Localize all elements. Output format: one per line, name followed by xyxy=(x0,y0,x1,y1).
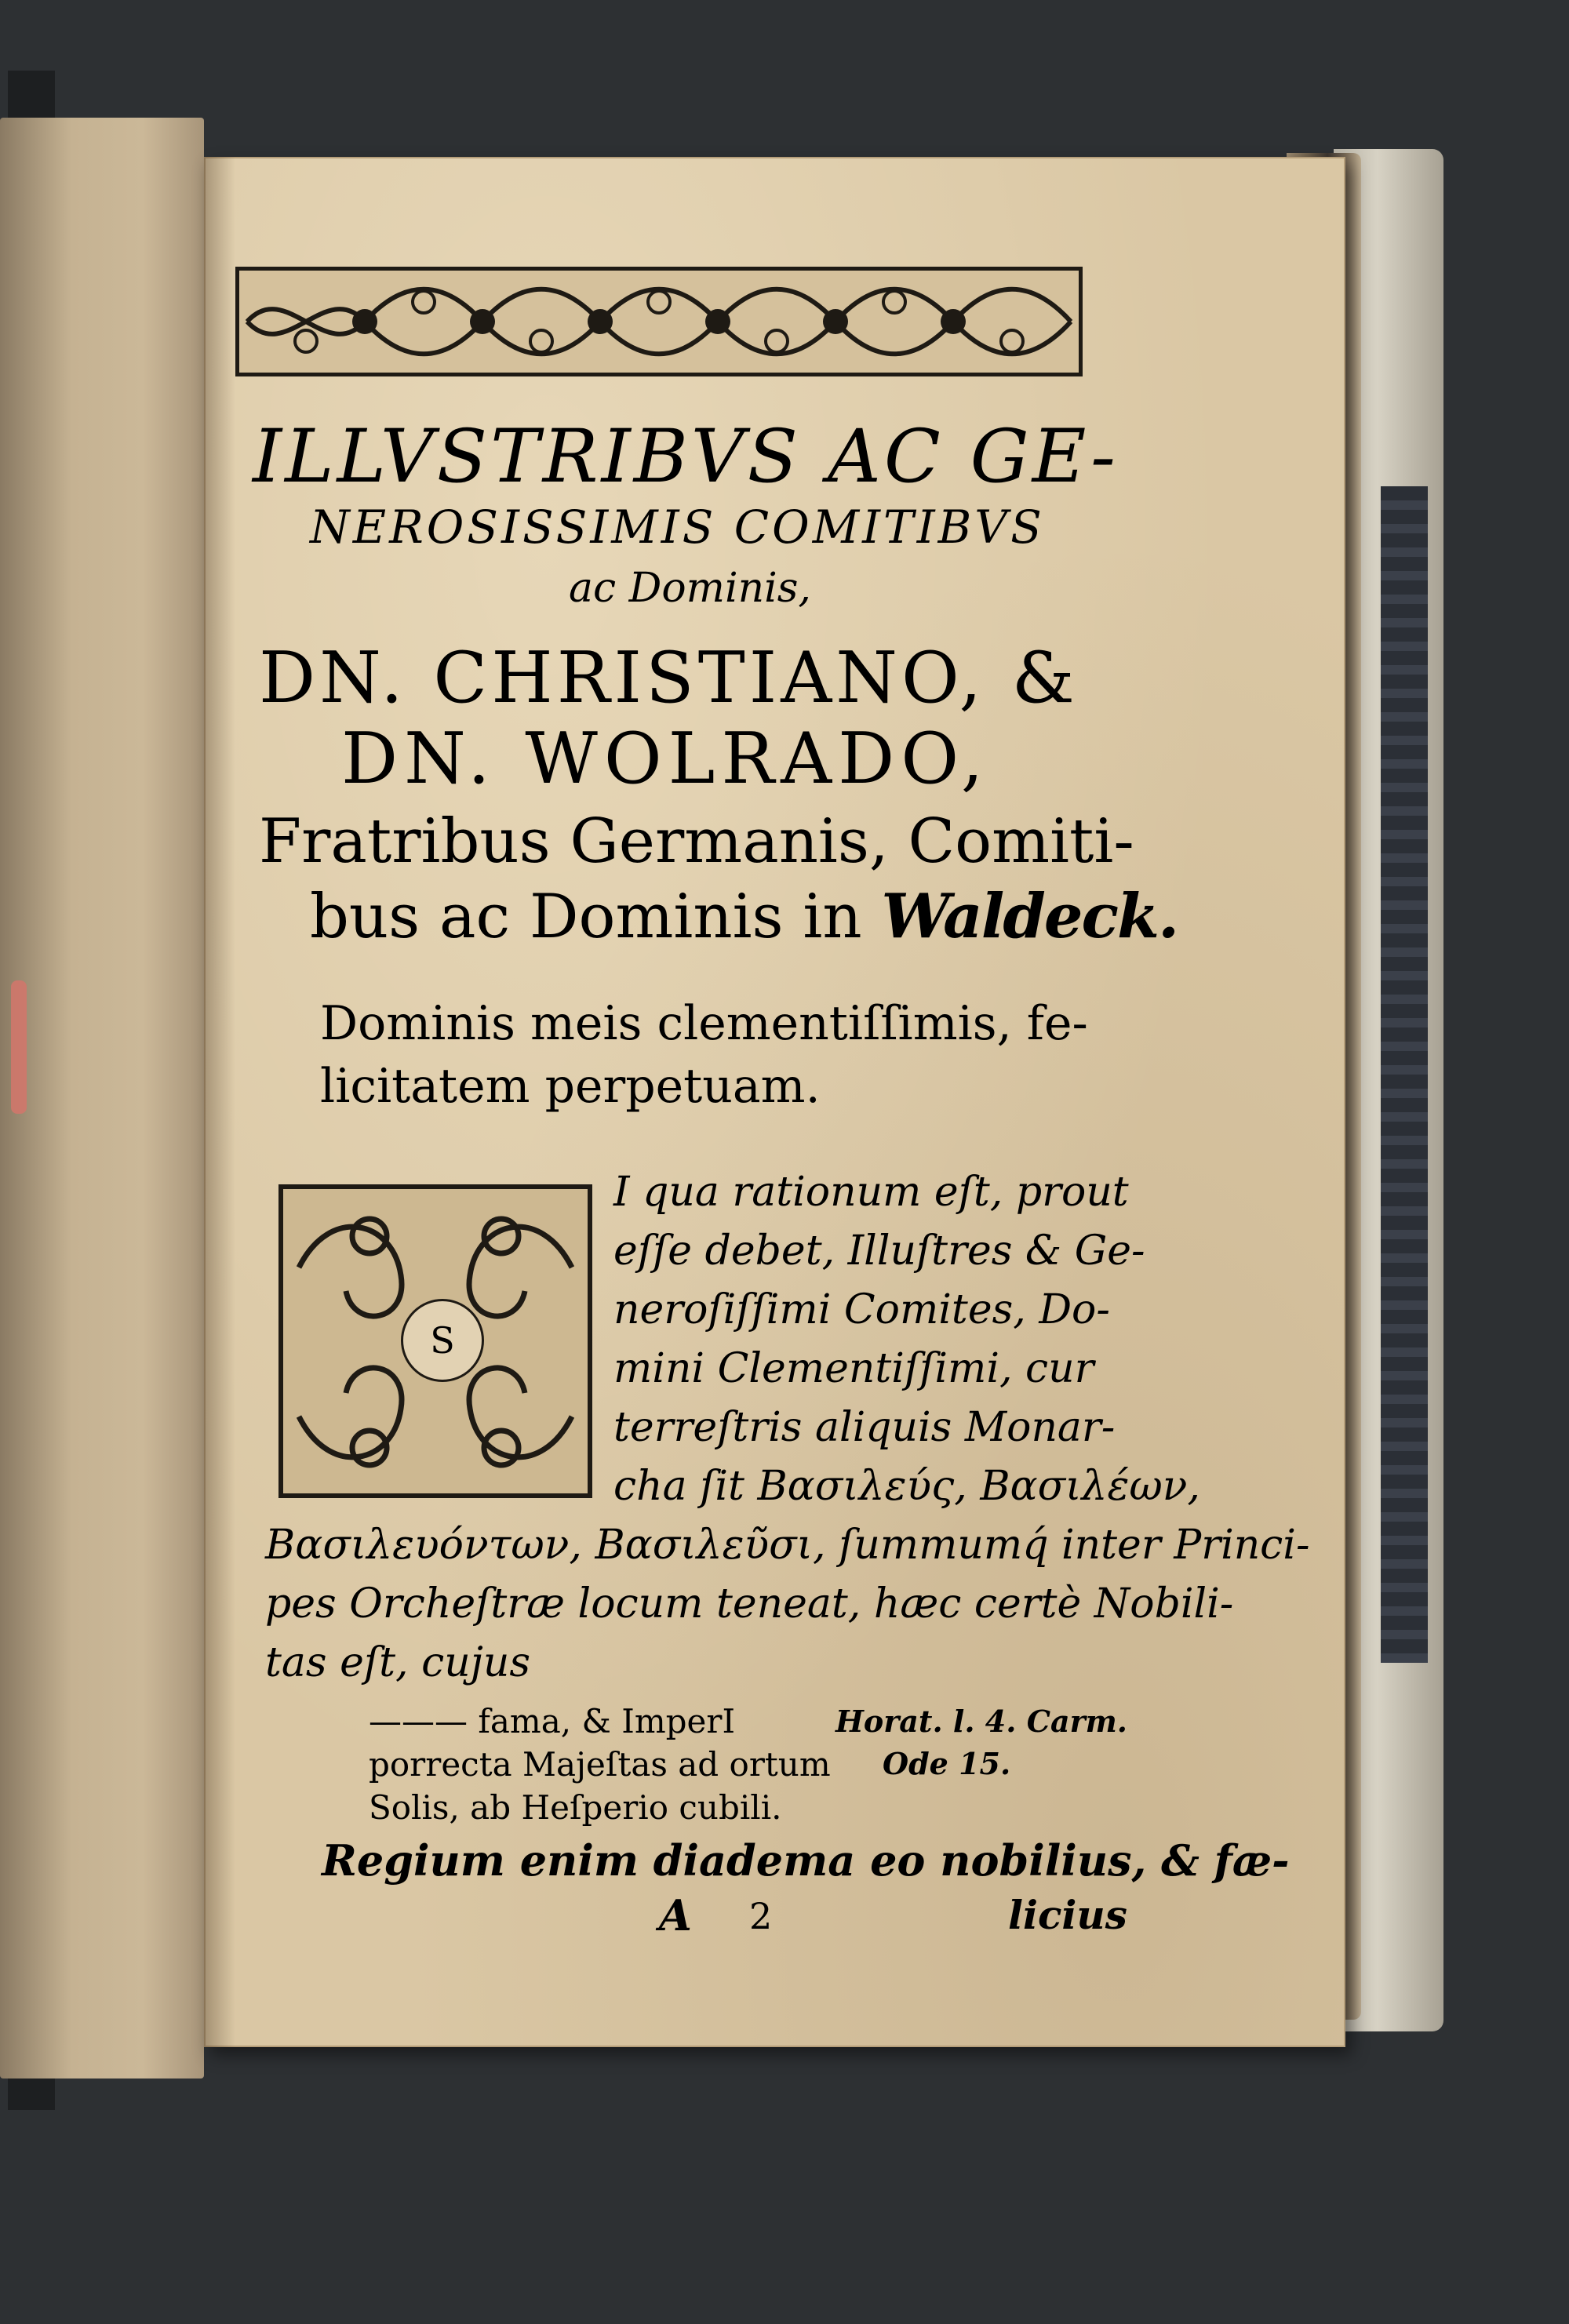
gutter-shadow xyxy=(204,157,235,2047)
body-line-5: terreſtris aliquis Monar- xyxy=(613,1404,1116,1451)
side-note-line-1: Horat. l. 4. Carm. xyxy=(835,1704,1128,1739)
signature-number: 2 xyxy=(749,1895,773,1937)
names-line-2: DN. WOLRADO, xyxy=(341,718,990,800)
titles-line-2-fraktur: Waldeck. xyxy=(881,881,1178,952)
titles-line-2-text: bus ac Dominis in xyxy=(310,882,882,952)
catchword: licius xyxy=(1008,1892,1127,1938)
body-line-7: Βασιλευόντων, Βασιλεῦσι, ſummumq́ inter Princi- xyxy=(265,1522,1310,1569)
ornamental-headpiece xyxy=(235,267,1083,376)
pink-marker xyxy=(11,980,27,1114)
body-line-8: pes Orcheſtræ locum teneat, hæc certè Nobili- xyxy=(265,1580,1234,1628)
decorated-initial xyxy=(278,1184,592,1498)
body-line-3: neroſiſſimi Comites, Do- xyxy=(613,1286,1110,1333)
facing-page xyxy=(0,118,204,2079)
quote-line-2: porrecta Majeſtas ad ortum xyxy=(369,1745,831,1784)
final-body-line: Regium enim diadema eo nobilius, & fæ- xyxy=(322,1835,1290,1886)
quote-line-3: Solis, ab Heſperio cubili. xyxy=(369,1788,782,1827)
dedication-line-1: Dominis meis clementiſſimis, fe- xyxy=(320,996,1088,1051)
body-line-2: eſſe debet, Illuſtres & Ge- xyxy=(613,1227,1145,1275)
heading-line-1: ILLVSTRIBVS AC GE- xyxy=(253,414,1119,500)
heading-line-2: NEROSISSIMIS COMITIBVS xyxy=(310,500,1045,554)
side-note-line-2: Ode 15. xyxy=(883,1746,1011,1781)
body-line-4: mini Clementiſſimi, cur xyxy=(613,1345,1094,1392)
body-line-6: cha ſit Βασιλεύς, Βασιλέων, xyxy=(613,1463,1200,1510)
titles-line-1: Fratribus Germanis, Comiti- xyxy=(259,806,1134,877)
titles-line-2 xyxy=(310,881,1178,952)
initial-letter: S xyxy=(401,1299,484,1382)
dedication-line-2: licitatem perpetuam. xyxy=(320,1059,821,1114)
body-line-1: I qua rationum eſt, prout xyxy=(613,1169,1129,1216)
book-binding-strip xyxy=(1381,486,1428,1663)
body-line-9: tas eſt, cujus xyxy=(265,1639,530,1686)
quote-line-1: ——— fama, & ImperI xyxy=(369,1702,736,1740)
names-line-1: DN. CHRISTIANO, & xyxy=(259,637,1079,719)
heading-line-3: ac Dominis, xyxy=(569,565,811,612)
signature-letter: A xyxy=(659,1890,692,1940)
